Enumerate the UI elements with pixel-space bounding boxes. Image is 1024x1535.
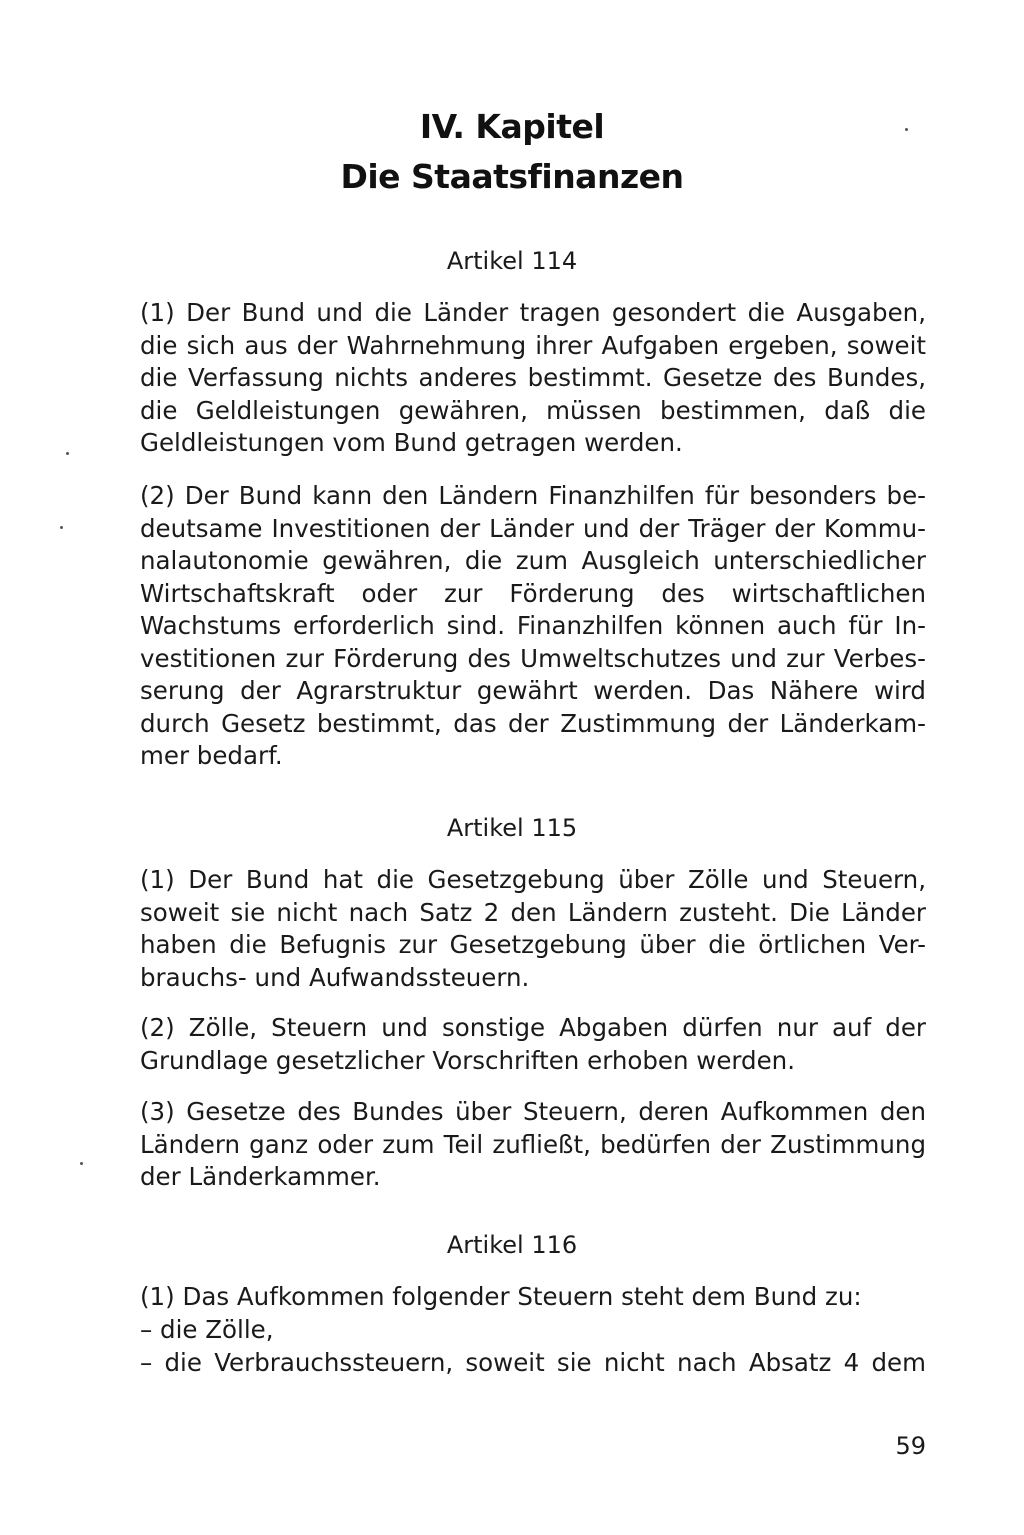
text-line: (2) Der Bund kann den Ländern Finanzhilfen für besonders be- <box>140 481 926 510</box>
article-114-paragraph-1 <box>140 297 926 460</box>
text-line: Grundlage gesetzlicher Vorschriften erhoben werden. <box>140 1045 795 1075</box>
page-number: 59 <box>895 1432 926 1460</box>
text-line: haben die Befugnis zur Gesetzgebung über die örtlichen Ver- <box>140 930 926 959</box>
text-line: soweit sie nicht nach Satz 2 den Ländern zusteht. Die Länder <box>140 897 926 927</box>
text-line: (1) Der Bund und die Länder tragen gesondert die Ausgaben, <box>140 298 926 327</box>
article-115-paragraph-3 <box>140 1096 926 1194</box>
text-line: nalautonomie gewähren, die zum Ausgleich unterschiedlicher <box>140 546 926 575</box>
text-line: Wirtschaftskraft oder zur Förderung des wirtschaftlichen <box>140 578 926 608</box>
article-115-paragraph-1 <box>140 864 926 994</box>
scan-speck <box>60 526 63 529</box>
text-line: Ländern ganz oder zum Teil zufließt, bedürfen der Zustimmung <box>140 1129 926 1159</box>
article-115-title: Artikel 115 <box>446 814 578 842</box>
text-line: vestitionen zur Förderung des Umweltschutzes und zur Verbes- <box>140 643 926 673</box>
text-line: brauchs- und Aufwandssteuern. <box>140 962 530 992</box>
text-line: mer bedarf. <box>140 741 283 770</box>
article-114-title: Artikel 114 <box>446 247 578 275</box>
chapter-number: IV. Kapitel <box>419 107 605 146</box>
list-item: – die Verbrauchssteuern, soweit sie nicht nach Absatz 4 dem <box>140 1348 926 1377</box>
text-line: deutsame Investitionen der Länder und der Träger der Kommu- <box>140 513 926 543</box>
scan-speck <box>66 452 69 455</box>
chapter-heading <box>0 102 1024 202</box>
text-line: die Verfassung nichts anderes bestimmt. Gesetze des Bundes, <box>140 363 926 392</box>
text-line: (1) Der Bund hat die Gesetzgebung über Zölle und Steuern, <box>140 865 926 894</box>
article-116-title: Artikel 116 <box>446 1231 578 1259</box>
article-115-paragraph-2 <box>140 1012 926 1077</box>
text-line: durch Gesetz bestimmt, das der Zustimmung der Länderkam- <box>140 708 926 738</box>
article-116-intro: (1) Das Aufkommen folgender Steuern steht dem Bund zu: <box>140 1282 862 1311</box>
text-line: die Geldleistungen gewähren, müssen bestimmen, daß die <box>140 395 926 425</box>
text-line: der Länderkammer. <box>140 1162 381 1191</box>
scan-speck <box>80 1162 83 1165</box>
text-line: die sich aus der Wahrnehmung ihrer Aufgaben ergeben, soweit <box>140 330 926 360</box>
text-line: Geldleistungen vom Bund getragen werden. <box>140 428 683 457</box>
article-114-paragraph-2 <box>140 480 926 773</box>
list-item: – die Zölle, <box>140 1315 274 1344</box>
chapter-title: Die Staatsfinanzen <box>340 157 684 196</box>
text-line: serung der Agrarstruktur gewährt werden. Das Nähere wird <box>140 676 926 705</box>
scan-speck <box>905 128 908 131</box>
text-line: (2) Zölle, Steuern und sonstige Abgaben dürfen nur auf der <box>140 1013 926 1042</box>
text-line: Wachstums erforderlich sind. Finanzhilfen können auch für In- <box>140 611 926 640</box>
text-line: (3) Gesetze des Bundes über Steuern, deren Aufkommen den <box>140 1097 926 1126</box>
